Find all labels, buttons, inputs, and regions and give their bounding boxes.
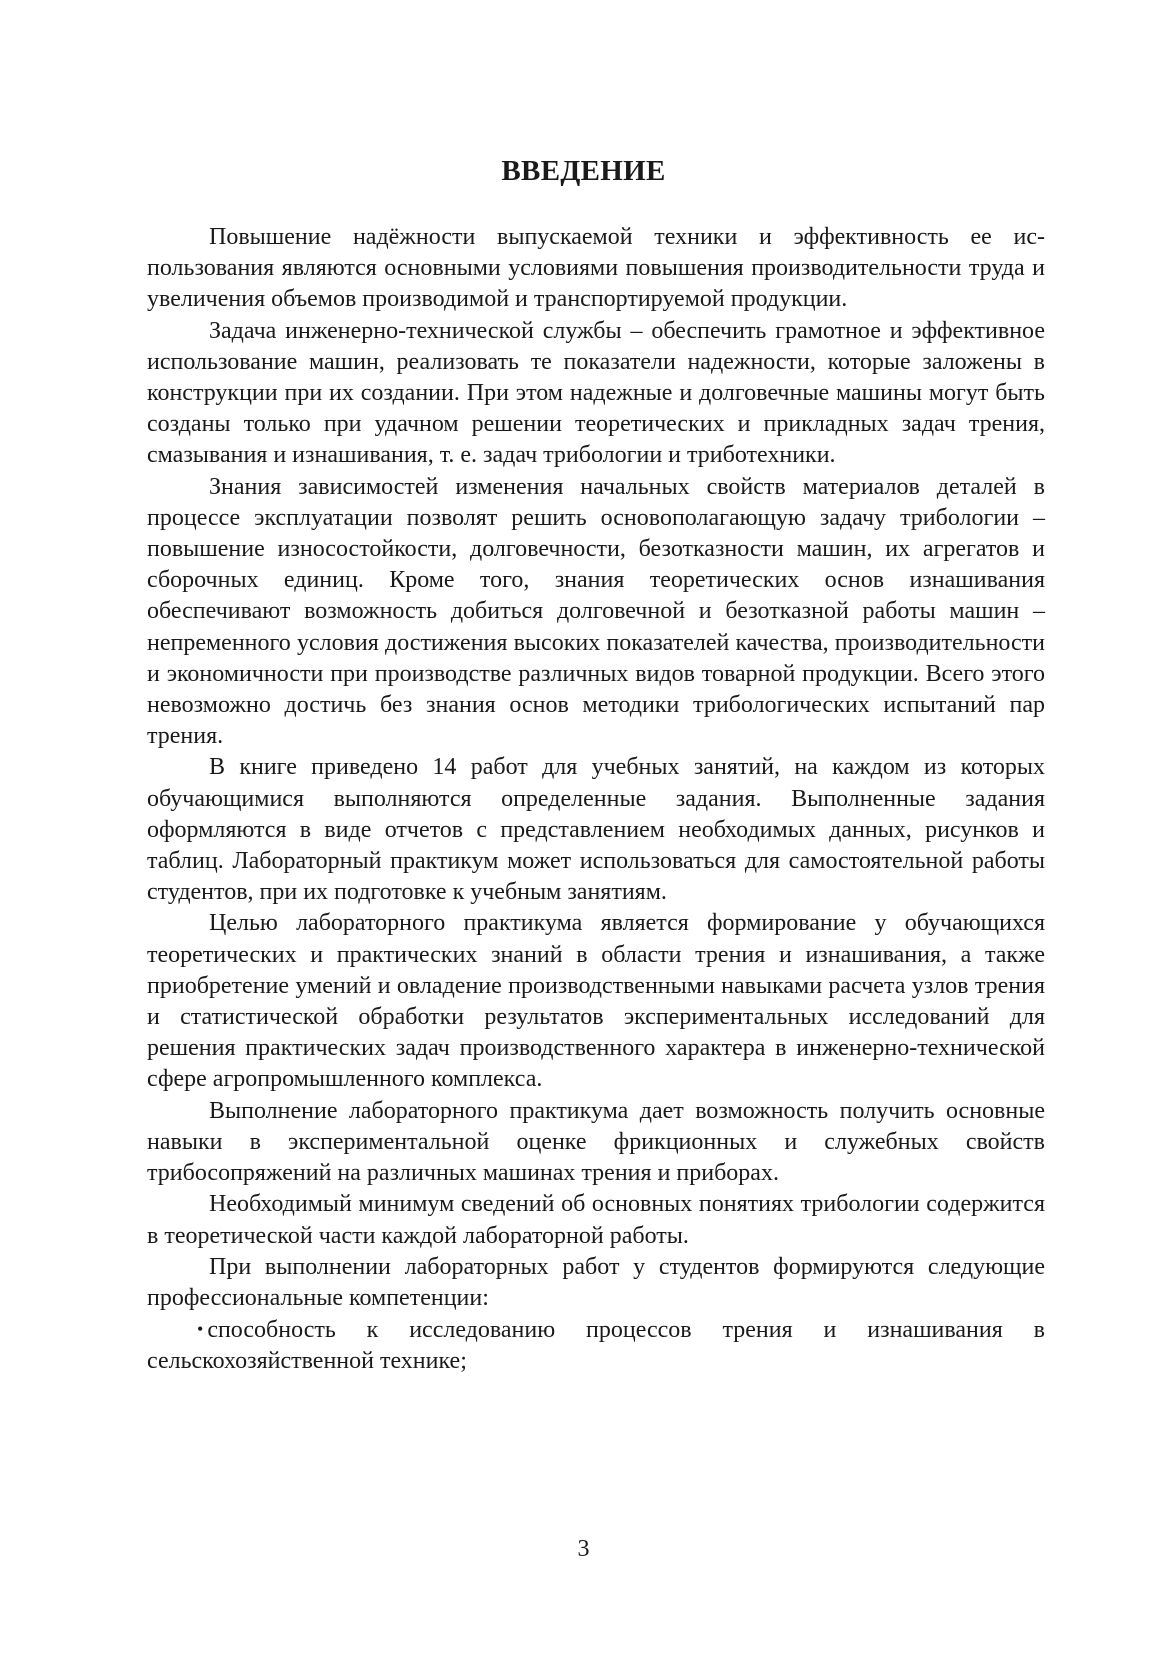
paragraph: Целью лабораторного практикума является формирование у обучающихся теоретических и практических знаний в области трения и изнашивания, а также приобретение умений и овладение производственными навыками расчета узлов трения и статистической обработки результатов экспериментальных исследований для решения практических задач производственного характера в инженерно-технической сфере агропромышленного комплекса. xyxy=(147,910,1045,1093)
paragraph: Задача инженерно-технической службы – обеспечить грамотное и эффективное использование машин, реализовать те показатели надежности, которые заложены в конструкции при их создании. При этом надежные и долговечные машины могут быть созданы только при удачном решении теоретических и прикладных задач трения, смазывания и изнашивания, т. е. задач трибологии и триботехники. xyxy=(147,317,1045,469)
page-number: 3 xyxy=(577,1536,590,1562)
paragraph: В книге приведено 14 работ для учебных занятий, на каждом из которых обучающимися выполняются определенные задания. Выполненные задания оформляются в виде отчетов с представлением необходимых данных, рисунков и таблиц. Лабораторный практикум может использоваться для самостоятельной работы студентов, при их подготовке к учебным занятиям. xyxy=(147,754,1045,906)
body-text xyxy=(147,222,1045,1378)
section-title: ВВЕДЕНИЕ xyxy=(501,155,666,187)
bullet-list-item xyxy=(147,1314,1045,1377)
paragraph: Знания зависимостей изменения начальных свойств материалов деталей в процессе эксплуатации позволят решить основополагающую задачу трибологии – повышение износостойкости, долговечности, безотказности машин, их агрегатов и сборочных единиц. Кроме того, знания теоретических основ изнашивания обеспечивают возможность добиться долговечной и безотказной работы машин – непременного условия достижения высоких показателей качества, производительности и экономичности при производстве различных видов товарной продукции. Всего этого невозможно достичь без знания основ методики трибологических испытаний пар трения. xyxy=(147,473,1045,750)
bullet-text: способность к исследованию процессов трения и изнашивания в сельскохозяйственной технике; xyxy=(147,1317,1045,1375)
paragraph: При выполнении лабораторных работ у студентов формируются следующие профессиональные компетенции: xyxy=(147,1253,1045,1311)
paragraph: Выполнение лабораторного практикума дает возможность получить основные навыки в экспериментальной оценке фрикционных и служебных свойств трибосопряжений на различных машинах трения и приборах. xyxy=(147,1097,1045,1187)
paragraph: Необходимый минимум сведений об основных понятиях трибологии содержится в теоретической части каждой лабораторной работы. xyxy=(147,1191,1045,1249)
bullet-icon: • xyxy=(197,1319,204,1340)
paragraph: Повышение надёжности выпускаемой техники и эффективность ее использования являются основными условиями повышения производительности труда и увеличения объемов производимой и транспортируемой продукции. xyxy=(147,224,1045,313)
